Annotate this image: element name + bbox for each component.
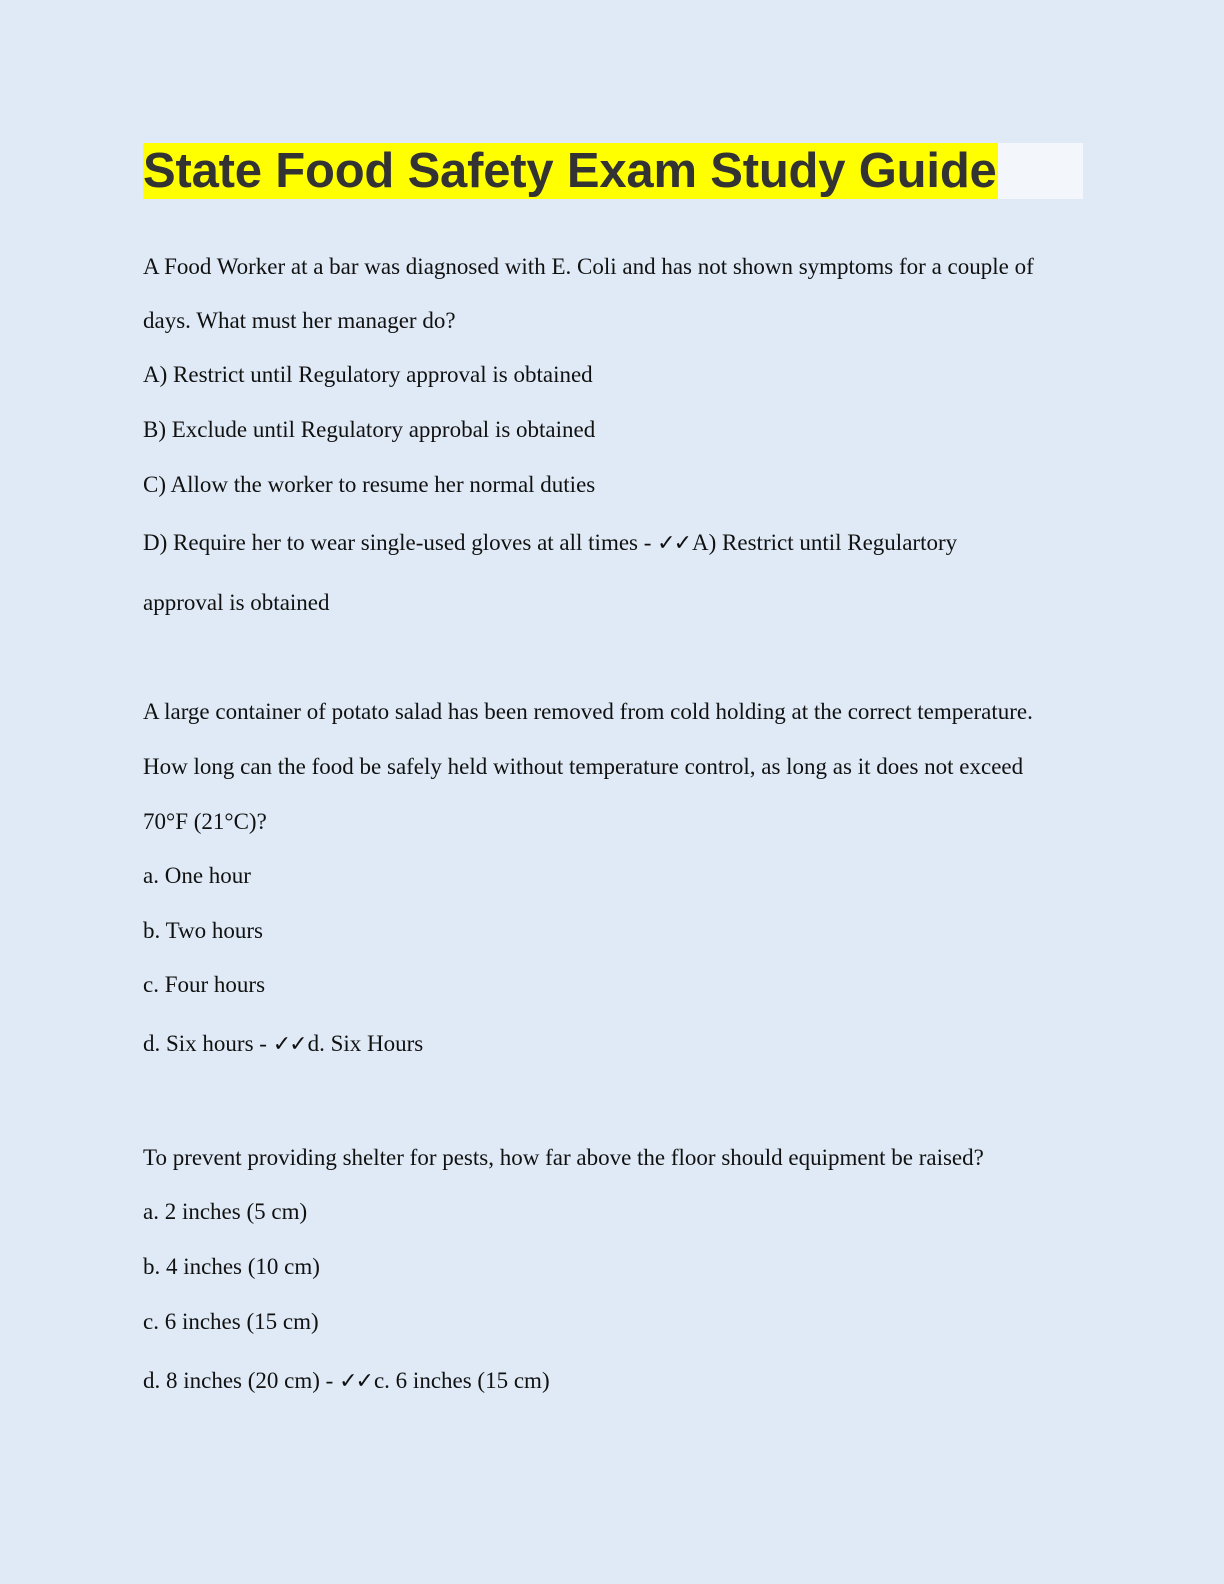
double-check-icon: ✓✓ [657,531,691,556]
question-2-option-b: b. Two hours [143,918,263,943]
question-2-option-a: a. One hour [143,863,251,888]
question-2-answer: d. Six Hours [307,1031,424,1056]
question-3-line-1: To prevent providing shelter for pests, how far above the floor should equipment be raised? [143,1145,984,1170]
question-3-answer: c. 6 inches (15 cm) [373,1368,550,1393]
question-1-answer: A) Restrict until Regulartory [692,530,958,555]
question-1-option-b: B) Exclude until Regulatory approbal is obtained [143,417,596,442]
question-1-line-2: days. What must her manager do? [143,308,456,333]
question-1-option-a: A) Restrict until Regulatory approval is obtained [143,362,593,387]
question-1-answer-continuation: approval is obtained [143,590,330,615]
title-block [143,143,1083,199]
question-3-option-a: a. 2 inches (5 cm) [143,1199,308,1224]
question-3-option-b: b. 4 inches (10 cm) [143,1254,320,1279]
question-1-option-c: C) Allow the worker to resume her normal duties [143,472,596,497]
question-2-line-1: A large container of potato salad has been removed from cold holding at the correct temperature. [143,699,1033,724]
question-2-line-3: 70°F (21°C)? [143,809,267,834]
document-title: State Food Safety Exam Study Guide [143,144,997,198]
question-2-line-2: How long can the food be safely held without temperature control, as long as it does not exceed [143,754,1024,779]
question-3-option-c: c. 6 inches (15 cm) [143,1309,319,1334]
question-3-option-d: d. 8 inches (20 cm) - [143,1368,340,1393]
question-2-option-d-answer-line [143,1030,423,1059]
question-1-option-d-answer-line [143,529,957,558]
question-2-option-c: c. Four hours [143,972,266,997]
question-3-option-d-answer-line [143,1367,550,1396]
question-1-line-1: A Food Worker at a bar was diagnosed with E. Coli and has not shown symptoms for a couple of [143,254,1034,279]
double-check-icon: ✓✓ [272,1032,306,1057]
question-1-option-d: D) Require her to wear single-used gloves at all times - [143,530,658,555]
double-check-icon: ✓✓ [339,1369,372,1394]
question-2-option-d: d. Six hours - [143,1031,273,1056]
